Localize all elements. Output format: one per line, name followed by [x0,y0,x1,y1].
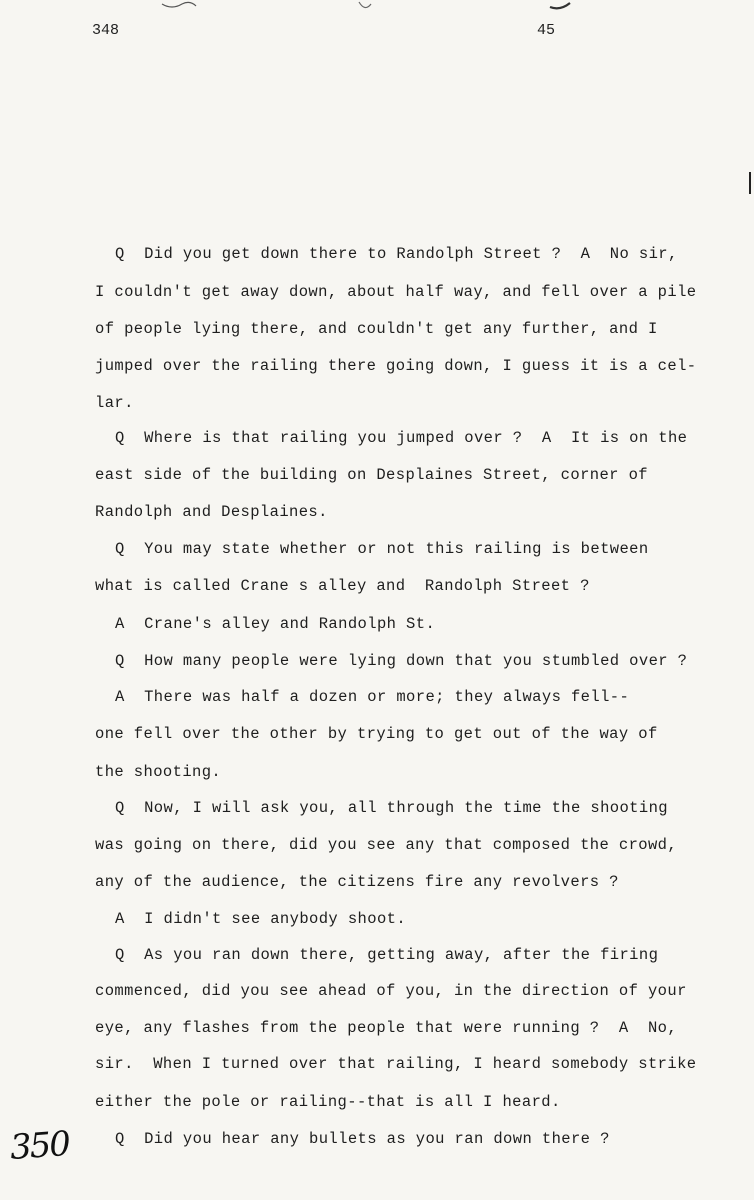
text-line: of people lying there, and couldn't get any further, and I [95,320,658,338]
text-line: east side of the building on Desplaines Street, corner of [95,466,648,484]
handwritten-margin-number: 350 [8,1123,71,1169]
text-line: lar. [95,394,134,412]
text-line: sir. When I turned over that railing, I heard somebody strike [95,1055,697,1073]
text-line: Randolph and Desplaines. [95,503,328,521]
text-line: Q Now, I will ask you, all through the time the shooting [115,799,668,817]
edge-mark-icon [748,172,752,194]
text-line: was going on there, did you see any that composed the crowd, [95,836,678,854]
text-line: jumped over the railing there going down, I guess it is a cel- [95,357,697,375]
text-line: Q Did you hear any bullets as you ran down there ? [115,1130,610,1148]
page-number-left: 348 [92,22,120,39]
text-line: A There was half a dozen or more; they always fell-- [115,688,630,706]
text-line: what is called Crane s alley and Randolph Street ? [95,577,590,595]
text-line: any of the audience, the citizens fire any revolvers ? [95,873,619,891]
text-line: either the pole or railing--that is all I heard. [95,1093,561,1111]
text-line: eye, any flashes from the people that were running ? A No, [95,1019,678,1037]
text-line: Q You may state whether or not this railing is between [115,540,649,558]
ink-smudge-icon [548,0,574,12]
text-line: Q Where is that railing you jumped over ? A It is on the [115,429,688,447]
text-line: A I didn't see anybody shoot. [115,910,407,928]
text-line: A Crane's alley and Randolph St. [115,615,436,633]
text-line: commenced, did you see ahead of you, in the direction of your [95,982,687,1000]
page-number-right: 45 [537,22,556,39]
text-line: Q Did you get down there to Randolph Street ? A No sir, [115,245,678,263]
ink-smudge-icon [160,0,200,12]
ink-smudge-icon [355,0,375,14]
text-line: I couldn't get away down, about half way, and fell over a pile [95,283,697,301]
text-line: one fell over the other by trying to get out of the way of [95,725,658,743]
text-line: the shooting. [95,763,222,781]
text-line: Q How many people were lying down that you stumbled over ? [115,652,688,670]
text-line: Q As you ran down there, getting away, after the firing [115,946,659,964]
